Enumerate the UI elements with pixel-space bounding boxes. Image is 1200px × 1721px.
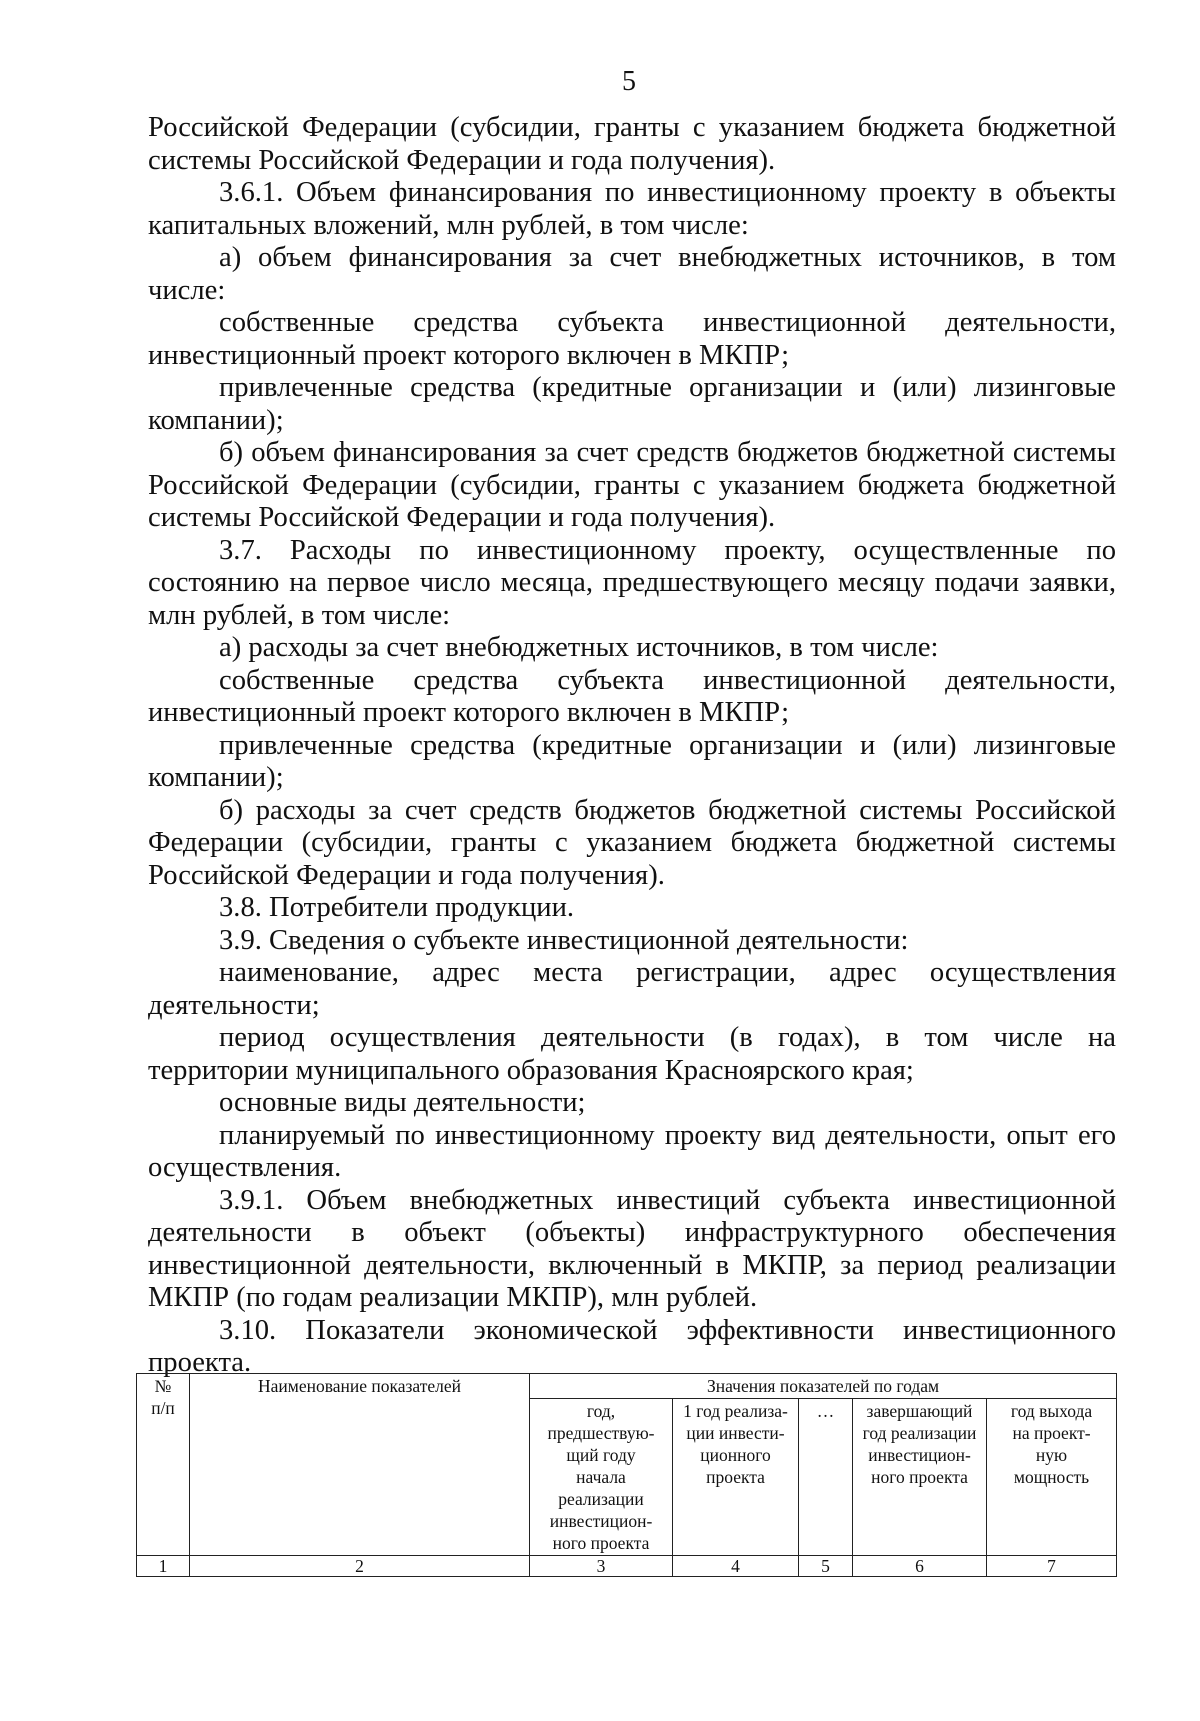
paragraph: период осуществления деятельности (в годах), в том числе на территории муниципального образования Красноярского края; [148, 1022, 1116, 1086]
header-line: завершающий [866, 1401, 973, 1421]
header-cell-values-by-year: Значения показателей по годам [530, 1374, 1117, 1399]
paragraph: привлеченные средства (кредитные организации и (или) лизинговые компании); [148, 729, 1116, 793]
paragraph: а) объем финансирования за счет внебюджетных источников, в том числе: [148, 242, 1116, 306]
header-line: начала [576, 1467, 626, 1487]
subheader-cell-design-capacity-year [987, 1399, 1117, 1556]
header-line: ции инвести- [686, 1423, 785, 1443]
table-header-row [137, 1374, 1117, 1399]
header-line: на проект- [1012, 1423, 1091, 1443]
subheader-cell-ellipsis [799, 1399, 853, 1556]
header-line: предшествую- [547, 1423, 655, 1443]
paragraph: основные виды деятельности; [219, 1087, 586, 1118]
column-number-cell: 7 [987, 1556, 1117, 1577]
header-line: … [816, 1401, 835, 1421]
header-cell-indicator-name: Наименование показателей [190, 1374, 530, 1556]
paragraph: 3.6.1. Объем финансирования по инвестиционному проекту в объекты капитальных вложений, млн рублей, в том числе: [148, 177, 1116, 241]
paragraph: а) расходы за счет внебюджетных источников, в том числе: [219, 632, 939, 663]
paragraph: собственные средства субъекта инвестиционной деятельности, инвестиционный проект которого включен в МКПР; [148, 664, 1116, 728]
subheader-cell-final-year [853, 1399, 987, 1556]
header-line: проекта [706, 1467, 765, 1487]
column-number-cell: 6 [853, 1556, 987, 1577]
paragraph: 3.10. Показатели экономической эффективности инвестиционного проекта. [148, 1314, 1116, 1378]
paragraph: собственные средства субъекта инвестиционной деятельности, инвестиционный проект которого включен в МКПР; [148, 307, 1116, 371]
paragraph: б) объем финансирования за счет средств бюджетов бюджетной системы Российской Федерации (субсидии, гранты с указанием бюджета бюджетной системы Российской Федерации и года получения). [148, 437, 1116, 533]
table-column-number-row [137, 1556, 1117, 1577]
page-number: 5 [622, 66, 636, 97]
indicators-table-container [136, 1373, 1116, 1577]
header-line: п/п [151, 1398, 175, 1418]
paragraph: Российской Федерации (субсидии, гранты с указанием бюджета бюджетной системы Российской Федерации и года получения). [148, 112, 1116, 176]
column-number-cell: 1 [137, 1556, 190, 1577]
header-line: 1 год реализа- [683, 1401, 788, 1421]
subheader-cell-first-year [673, 1399, 799, 1556]
header-line: мощность [1013, 1467, 1090, 1487]
header-line: инвестицион- [868, 1445, 971, 1465]
header-line: ционного [700, 1445, 771, 1465]
paragraph: 3.8. Потребители продукции. [219, 892, 575, 923]
paragraph: б) расходы за счет средств бюджетов бюджетной системы Российской Федерации (субсидии, гранты с указанием бюджета бюджетной системы Российской Федерации и года получения). [148, 794, 1116, 891]
column-number-cell: 5 [799, 1556, 853, 1577]
header-line: год, [586, 1401, 616, 1421]
header-line: год выхода [1010, 1401, 1093, 1421]
subheader-cell-year-before [530, 1399, 673, 1556]
paragraph: 3.7. Расходы по инвестиционному проекту, осуществленные по состоянию на первое число месяца, предшествующего месяцу подачи заявки, млн рублей, в том числе: [148, 534, 1116, 631]
header-line: год реализации [862, 1423, 977, 1443]
paragraph: 3.9. Сведения о субъекте инвестиционной деятельности: [219, 924, 909, 956]
header-line: инвестицион- [549, 1511, 653, 1531]
header-line: № [154, 1376, 172, 1396]
column-number-cell: 3 [530, 1556, 673, 1577]
header-line: ного проекта [871, 1467, 968, 1487]
document-body [148, 112, 1116, 1380]
header-line: ного проекта [552, 1533, 650, 1553]
header-line: ную [1035, 1445, 1068, 1465]
column-number-cell: 2 [190, 1556, 530, 1577]
paragraph: наименование, адрес места регистрации, адрес осуществления деятельности; [148, 957, 1116, 1021]
paragraph: 3.9.1. Объем внебюджетных инвестиций субъекта инвестиционной деятельности в объект (объекты) инфраструктурного обеспечения инвестиционной деятельности, включенный в МКПР, за период реализации МКПР (по годам реализации МКПР), млн рублей. [148, 1184, 1116, 1313]
header-cell-number [137, 1374, 190, 1556]
paragraph: привлеченные средства (кредитные организации и (или) лизинговые компании); [148, 372, 1116, 436]
column-number-cell: 4 [673, 1556, 799, 1577]
header-line: щий году [566, 1445, 636, 1465]
paragraph: планируемый по инвестиционному проекту вид деятельности, опыт его осуществления. [148, 1119, 1116, 1183]
header-line: реализации [558, 1489, 644, 1509]
economic-indicators-table [136, 1373, 1117, 1577]
